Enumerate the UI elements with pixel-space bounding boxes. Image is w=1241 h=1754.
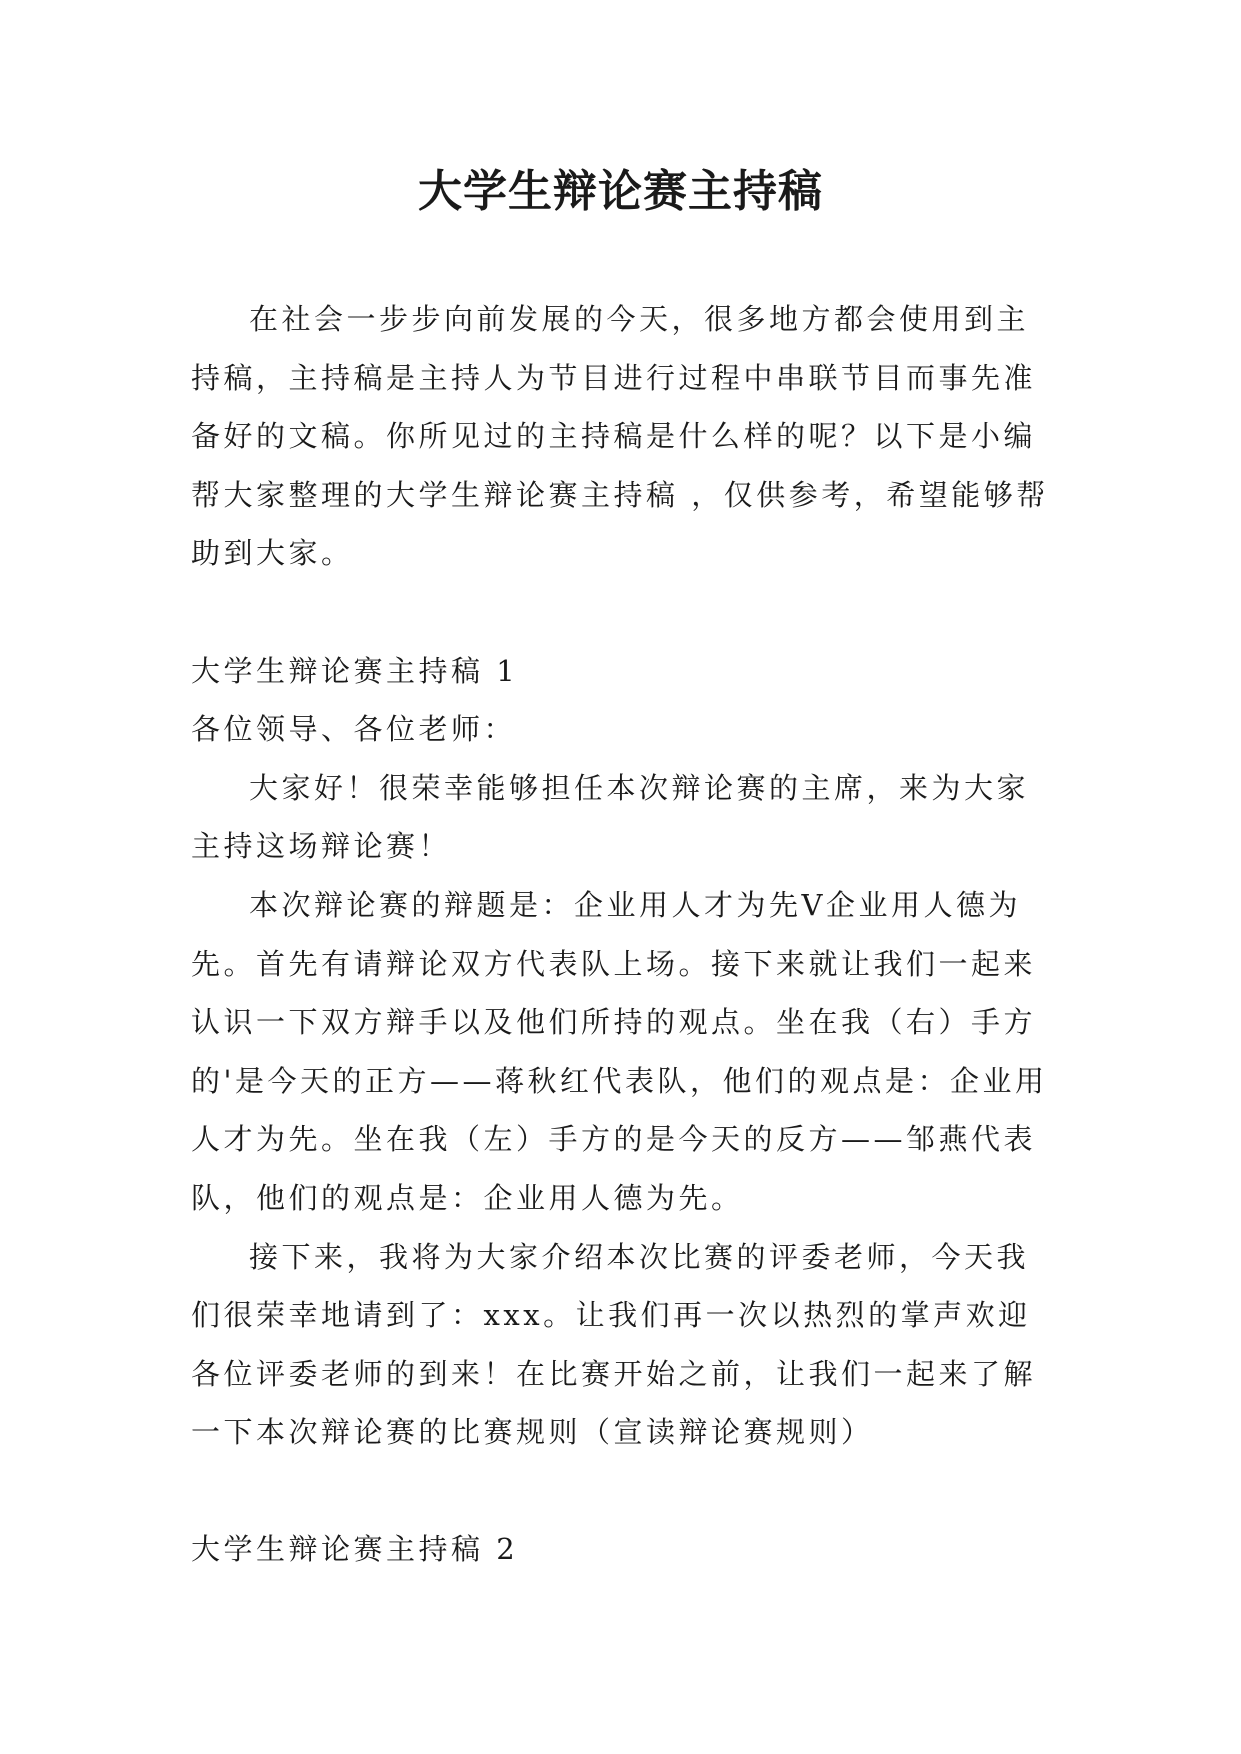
salutation: 各位领导、各位老师： bbox=[191, 712, 517, 747]
spacer bbox=[191, 583, 1051, 642]
paragraph: 本次辩论赛的辩题是：企业用人才为先V企业用人德为先。首先有请辩论双方代表队上场。接下来就让我们一起来认识一下双方辩手以及他们所持的观点。坐在我（右）手方的'是今天的正方——蒋秋红代表队，他们的观点是：企业用人才为先。坐在我（左）手方的是今天的反方——邹燕代表队，他们的观点是：企业用人德为先。 bbox=[191, 887, 1048, 1215]
section-heading: 大学生辩论赛主持稿 2 bbox=[191, 1532, 519, 1567]
section-heading: 大学生辩论赛主持稿 1 bbox=[191, 653, 519, 688]
paragraph: 大家好！很荣幸能够担任本次辩论赛的主席，来为大家主持这场辩论赛！ bbox=[191, 770, 1030, 864]
document-body bbox=[191, 290, 1051, 1579]
spacer bbox=[191, 1462, 1051, 1521]
intro-paragraph: 在社会一步步向前发展的今天，很多地方都会使用到主持稿，主持稿是主持人为节目进行过程中串联节目而事先准备好的文稿。你所见过的主持稿是什么样的呢？以下是小编帮大家整理的大学生辩论赛主持稿 ，仅供参考，希望能够帮助到大家。 bbox=[191, 302, 1049, 571]
document-title: 大学生辩论赛主持稿 bbox=[418, 166, 823, 217]
paragraph: 接下来，我将为大家介绍本次比赛的评委老师，今天我们很荣幸地请到了：xxx。让我们再一次以热烈的掌声欢迎各位评委老师的到来！在比赛开始之前，让我们一起来了解一下本次辩论赛的比赛规则（宣读辩论赛规则） bbox=[191, 1239, 1037, 1450]
